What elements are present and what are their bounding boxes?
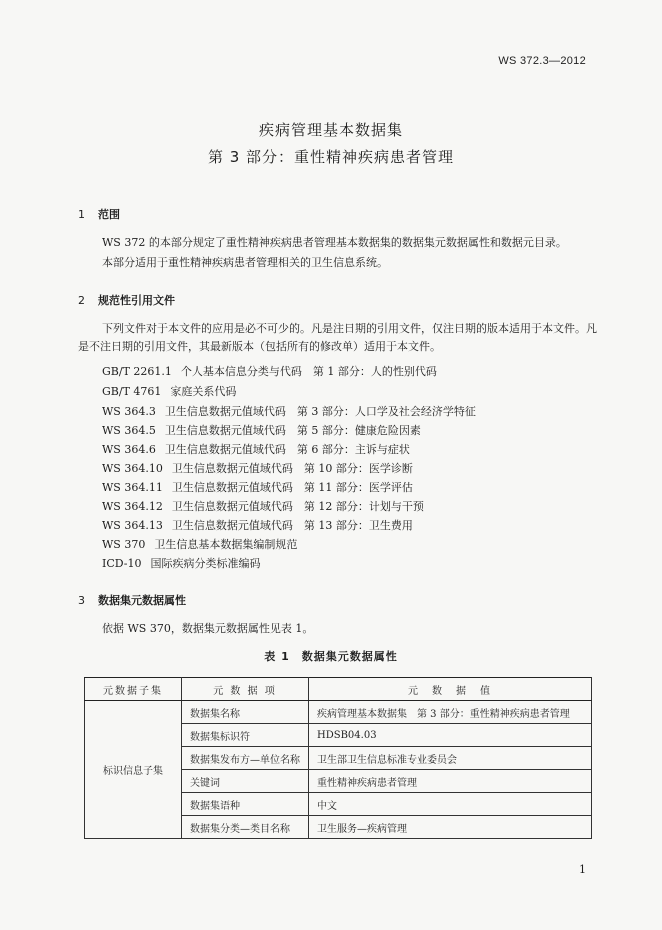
column-header: 元 数 据 值 — [308, 678, 591, 701]
section-title: 规范性引用文件 — [98, 294, 175, 307]
section-title: 数据集元数据属性 — [98, 594, 186, 607]
reference-item — [102, 479, 413, 495]
table-header-row — [85, 678, 592, 701]
metadata-value-cell: 卫生服务—疾病管理 — [308, 816, 591, 839]
column-header: 元数据子集 — [85, 678, 182, 701]
reference-code: WS 364.11 — [102, 481, 163, 494]
reference-item — [102, 555, 261, 571]
reference-code: GB/T 2261.1 — [102, 365, 172, 378]
reference-code: WS 364.3 — [102, 405, 156, 418]
section-1-para-2: 本部分适用于重性精神疾病患者管理相关的卫生信息系统。 — [102, 256, 388, 269]
reference-title: 卫生信息数据元值域代码 第 3 部分：人口学及社会经济学特征 — [164, 405, 476, 418]
reference-code: GB/T 4761 — [102, 385, 162, 398]
metadata-value-cell: 疾病管理基本数据集 第 3 部分：重性精神疾病患者管理 — [308, 701, 591, 724]
section-1-para-1: WS 372 的本部分规定了重性精神疾病患者管理基本数据集的数据集元数据属性和数据元目录。 — [102, 236, 567, 249]
reference-code: WS 364.5 — [102, 424, 156, 437]
section-2-para-1: 下列文件对于本文件的应用是必不可少的。凡是注日期的引用文件，仅注日期的版本适用于本文件。凡是不注日期的引用文件，其最新版本（包括所有的修改单）适用于本文件。 — [78, 322, 597, 353]
reference-code: WS 370 — [102, 538, 146, 551]
reference-item — [102, 441, 410, 457]
metadata-item-cell: 数据集分类—类目名称 — [181, 816, 308, 839]
document-title: 疾病管理基本数据集 — [258, 121, 403, 139]
reference-code: WS 364.10 — [102, 462, 163, 475]
table-row — [85, 701, 592, 724]
reference-title: 卫生信息数据元值域代码 第 5 部分：健康危险因素 — [164, 424, 421, 437]
reference-code: WS 364.12 — [102, 500, 163, 513]
reference-item — [102, 422, 421, 438]
reference-title: 卫生信息数据元值域代码 第 13 部分：卫生费用 — [171, 519, 413, 532]
table-caption: 表 1 数据集元数据属性 — [264, 650, 398, 663]
reference-title: 卫生信息基本数据集编制规范 — [154, 538, 298, 551]
section-3-para-1: 依据 WS 370，数据集元数据属性见表 1。 — [102, 622, 314, 635]
reference-item — [102, 363, 437, 379]
reference-title: 卫生信息数据元值域代码 第 12 部分：计划与干预 — [171, 500, 424, 513]
section-2-heading — [78, 292, 175, 308]
reference-title: 卫生信息数据元值域代码 第 11 部分：医学评估 — [171, 481, 413, 494]
reference-code: ICD-10 — [102, 557, 142, 570]
metadata-item-cell: 数据集标识符 — [181, 724, 308, 747]
section-1-heading — [78, 206, 120, 222]
metadata-item-cell: 数据集名称 — [181, 701, 308, 724]
reference-title: 家庭关系代码 — [170, 385, 237, 398]
reference-item — [102, 536, 297, 552]
reference-item — [102, 498, 424, 514]
metadata-value-cell: HDSB04.03 — [308, 724, 591, 747]
reference-title: 个人基本信息分类与代码 第 1 部分：人的性别代码 — [180, 365, 437, 378]
metadata-value-cell: 卫生部卫生信息标准专业委员会 — [308, 747, 591, 770]
section-3-heading — [78, 592, 186, 608]
column-header: 元 数 据 项 — [181, 678, 308, 701]
metadata-subset-cell: 标识信息子集 — [85, 701, 182, 839]
metadata-value-cell: 中文 — [308, 793, 591, 816]
document-subtitle: 第 3 部分：重性精神疾病患者管理 — [207, 148, 455, 166]
reference-item — [102, 517, 413, 533]
section-number: 2 — [78, 294, 85, 307]
standard-code: WS 372.3—2012 — [498, 55, 586, 67]
reference-code: WS 364.6 — [102, 443, 156, 456]
section-title: 范围 — [98, 208, 120, 221]
section-number: 3 — [78, 594, 85, 607]
metadata-attributes-table — [84, 677, 592, 839]
page-number: 1 — [579, 863, 586, 876]
section-number: 1 — [78, 208, 85, 221]
metadata-item-cell: 数据集发布方—单位名称 — [181, 747, 308, 770]
reference-code: WS 364.13 — [102, 519, 163, 532]
metadata-item-cell: 数据集语种 — [181, 793, 308, 816]
metadata-value-cell: 重性精神疾病患者管理 — [308, 770, 591, 793]
metadata-item-cell: 关键词 — [181, 770, 308, 793]
reference-title: 卫生信息数据元值域代码 第 6 部分：主诉与症状 — [164, 443, 410, 456]
reference-item — [102, 403, 476, 419]
reference-item — [102, 460, 413, 476]
reference-title: 卫生信息数据元值域代码 第 10 部分：医学诊断 — [171, 462, 413, 475]
reference-item — [102, 383, 236, 399]
reference-title: 国际疾病分类标准编码 — [150, 557, 261, 570]
